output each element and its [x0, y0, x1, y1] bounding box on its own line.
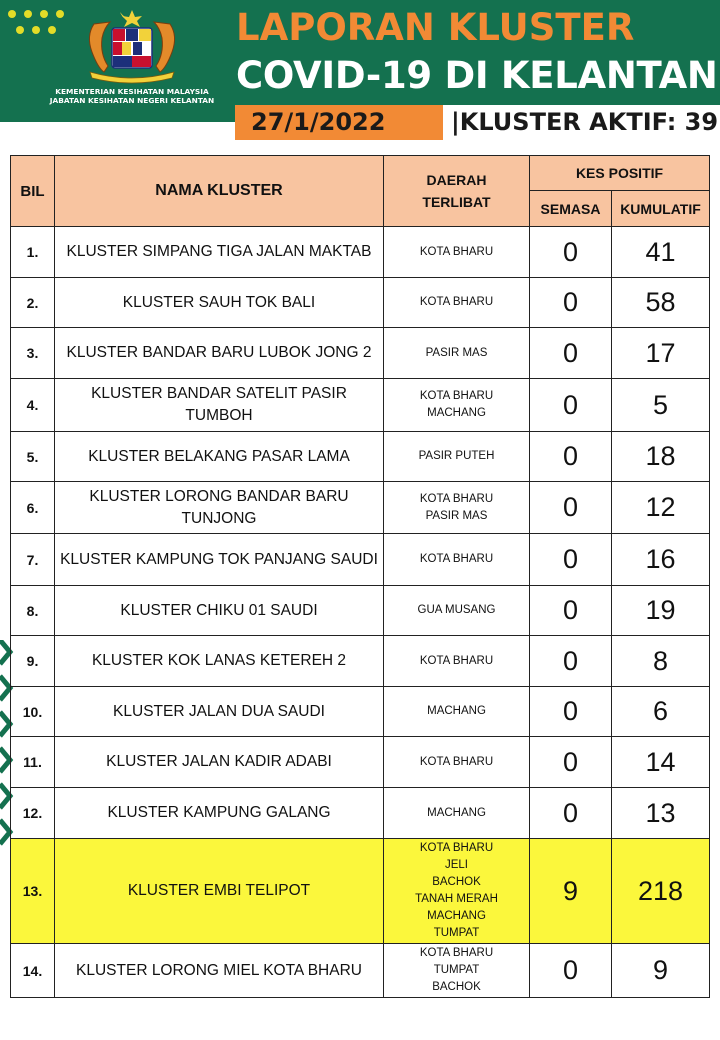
- district-item: KOTA BHARU: [419, 296, 494, 308]
- district-item: KOTA BHARU: [419, 390, 494, 402]
- cluster-table: [10, 155, 710, 998]
- table-row: [11, 534, 710, 586]
- table-row: [11, 586, 710, 636]
- cluster-name: [55, 839, 384, 944]
- district-item: JELI: [444, 859, 468, 871]
- district-item: PASIR MAS: [425, 346, 488, 359]
- semasa-value: 0: [530, 278, 612, 328]
- date-bar: [235, 105, 720, 140]
- cluster-name: [55, 586, 384, 636]
- row-number: 11.: [11, 737, 55, 788]
- cluster-table-body: [11, 227, 710, 998]
- table-row: [11, 737, 710, 788]
- cluster-name-line: KLUSTER KAMPUNG TOK PANJANG SAUDI: [60, 550, 378, 568]
- kumulatif-value: 13: [612, 788, 710, 839]
- cluster-name: [55, 432, 384, 482]
- district-list: [384, 432, 530, 482]
- cluster-name-line: KLUSTER JALAN DUA SAUDI: [113, 702, 325, 720]
- kumulatif-value: 18: [612, 432, 710, 482]
- district-item: BACHOK: [432, 981, 481, 993]
- table-row: [11, 328, 710, 379]
- header-daerah-line-1: DAERAH: [426, 172, 487, 188]
- district-list: [384, 534, 530, 586]
- cluster-name: [55, 944, 384, 998]
- cluster-name: [55, 737, 384, 788]
- cluster-name-line: KLUSTER SAUH TOK BALI: [122, 293, 316, 311]
- table-row: [11, 788, 710, 839]
- table-row: [11, 687, 710, 737]
- kumulatif-value: 16: [612, 534, 710, 586]
- kumulatif-value: 12: [612, 482, 710, 534]
- malaysia-coat-of-arms-icon: [80, 8, 184, 84]
- row-number: 9.: [11, 636, 55, 687]
- district-item: TUMPAT: [433, 927, 480, 939]
- semasa-value: 0: [530, 687, 612, 737]
- ministry-line-1: KEMENTERIAN KESIHATAN MALAYSIA: [55, 87, 209, 96]
- cluster-name-line: KLUSTER KOK LANAS KETEREH 2: [91, 652, 347, 669]
- district-item: KOTA BHARU: [419, 947, 494, 959]
- kumulatif-value: 9: [612, 944, 710, 998]
- row-number: 4.: [11, 379, 55, 432]
- district-item: TUMPAT: [433, 964, 480, 976]
- row-number: 7.: [11, 534, 55, 586]
- row-number: 3.: [11, 328, 55, 379]
- row-number: 5.: [11, 432, 55, 482]
- kumulatif-value: 8: [612, 636, 710, 687]
- district-item: BACHOK: [432, 876, 481, 888]
- cluster-name: [55, 687, 384, 737]
- semasa-value: 0: [530, 586, 612, 636]
- header-daerah-line-2: TERLIBAT: [422, 194, 491, 210]
- ministry-name: [30, 87, 234, 105]
- district-item: MACHANG: [427, 705, 486, 717]
- semasa-value: 0: [530, 432, 612, 482]
- kumulatif-value: 19: [612, 586, 710, 636]
- cluster-name: [55, 636, 384, 687]
- district-list: [384, 227, 530, 278]
- report-date: 27/1/2022: [251, 108, 386, 136]
- semasa-value: 0: [530, 737, 612, 788]
- table-row: [11, 432, 710, 482]
- district-item: PASIR PUTEH: [418, 450, 495, 462]
- district-list: [384, 586, 530, 636]
- cluster-name-line: KLUSTER BANDAR SATELIT PASIR TUMBOH: [91, 385, 347, 424]
- semasa-value: 0: [530, 328, 612, 379]
- row-number: 1.: [11, 227, 55, 278]
- cluster-name-line: TUNJONG: [181, 509, 257, 527]
- report-title-line-1: LAPORAN KLUSTER: [236, 6, 635, 49]
- cluster-name-line: KLUSTER BANDAR BARU LUBOK JONG 2: [66, 344, 372, 361]
- kumulatif-value: 58: [612, 278, 710, 328]
- header-daerah-terlibat: [384, 156, 530, 227]
- district-item: KOTA BHARU: [419, 654, 494, 667]
- cluster-name: [55, 534, 384, 586]
- table-row: [11, 482, 710, 534]
- district-list: [384, 636, 530, 687]
- district-list: [384, 839, 530, 944]
- report-header: [0, 0, 720, 122]
- district-item: KOTA BHARU: [419, 245, 494, 258]
- district-item: PASIR MAS: [425, 509, 488, 522]
- row-number: 10.: [11, 687, 55, 737]
- yellow-dots-pattern: [8, 6, 78, 46]
- cluster-name: [55, 278, 384, 328]
- row-number: 8.: [11, 586, 55, 636]
- cluster-name-line: KLUSTER LORONG BANDAR BARU: [89, 487, 349, 505]
- district-list: [384, 788, 530, 839]
- kumulatif-value: 17: [612, 328, 710, 379]
- district-item: KOTA BHARU: [419, 492, 494, 505]
- cluster-name: [55, 482, 384, 534]
- table-row: [11, 636, 710, 687]
- header-kumulatif: KUMULATIF: [612, 191, 710, 227]
- semasa-value: 0: [530, 482, 612, 534]
- district-item: KOTA BHARU: [419, 553, 494, 565]
- table-row: [11, 278, 710, 328]
- semasa-value: 9: [530, 839, 612, 944]
- semasa-value: 0: [530, 636, 612, 687]
- cluster-name: [55, 227, 384, 278]
- district-item: TANAH MERAH: [415, 893, 498, 905]
- cluster-name-line: KLUSTER JALAN KADIR ADABI: [106, 753, 332, 770]
- table-row: [11, 227, 710, 278]
- district-list: [384, 328, 530, 379]
- kumulatif-value: 218: [612, 839, 710, 944]
- district-item: GUA MUSANG: [417, 604, 496, 616]
- semasa-value: 0: [530, 788, 612, 839]
- district-item: KOTA BHARU: [419, 842, 494, 854]
- district-list: [384, 944, 530, 998]
- row-number: 2.: [11, 278, 55, 328]
- kumulatif-value: 41: [612, 227, 710, 278]
- semasa-value: 0: [530, 534, 612, 586]
- cluster-name-line: KLUSTER CHIKU 01 SAUDI: [120, 601, 318, 619]
- district-list: [384, 278, 530, 328]
- cluster-name: [55, 328, 384, 379]
- table-row: [11, 839, 710, 944]
- header-nama-kluster: NAMA KLUSTER: [55, 156, 384, 227]
- header-bil: BIL: [11, 156, 55, 227]
- kumulatif-value: 5: [612, 379, 710, 432]
- district-list: [384, 379, 530, 432]
- district-list: [384, 482, 530, 534]
- cluster-name-line: KLUSTER LORONG MIEL KOTA BHARU: [76, 961, 362, 979]
- cluster-name-line: KLUSTER EMBI TELIPOT: [127, 882, 311, 899]
- kumulatif-value: 14: [612, 737, 710, 788]
- semasa-value: 0: [530, 379, 612, 432]
- cluster-name-line: KLUSTER SIMPANG TIGA JALAN MAKTAB: [66, 243, 372, 260]
- header-kes-positif: KES POSITIF: [530, 156, 710, 191]
- district-list: [384, 737, 530, 788]
- district-item: MACHANG: [427, 910, 486, 922]
- cluster-name: [55, 379, 384, 432]
- district-list: [384, 687, 530, 737]
- row-number: 14.: [11, 944, 55, 998]
- district-item: MACHANG: [427, 407, 486, 419]
- row-number: 12.: [11, 788, 55, 839]
- cluster-name-line: KLUSTER BELAKANG PASAR LAMA: [88, 447, 350, 465]
- ministry-line-2: JABATAN KESIHATAN NEGERI KELANTAN: [49, 96, 215, 105]
- row-number: 6.: [11, 482, 55, 534]
- semasa-value: 0: [530, 227, 612, 278]
- active-clusters-count: |KLUSTER AKTIF: 39: [451, 108, 719, 136]
- table-row: [11, 944, 710, 998]
- report-title-line-2: COVID-19 DI KELANTAN: [236, 54, 718, 97]
- table-row: [11, 379, 710, 432]
- kumulatif-value: 6: [612, 687, 710, 737]
- semasa-value: 0: [530, 944, 612, 998]
- cluster-name: [55, 788, 384, 839]
- row-number: 13.: [11, 839, 55, 944]
- cluster-name-line: KLUSTER KAMPUNG GALANG: [107, 804, 331, 821]
- district-item: MACHANG: [427, 806, 486, 819]
- header-semasa: SEMASA: [530, 191, 612, 227]
- district-item: KOTA BHARU: [419, 755, 494, 768]
